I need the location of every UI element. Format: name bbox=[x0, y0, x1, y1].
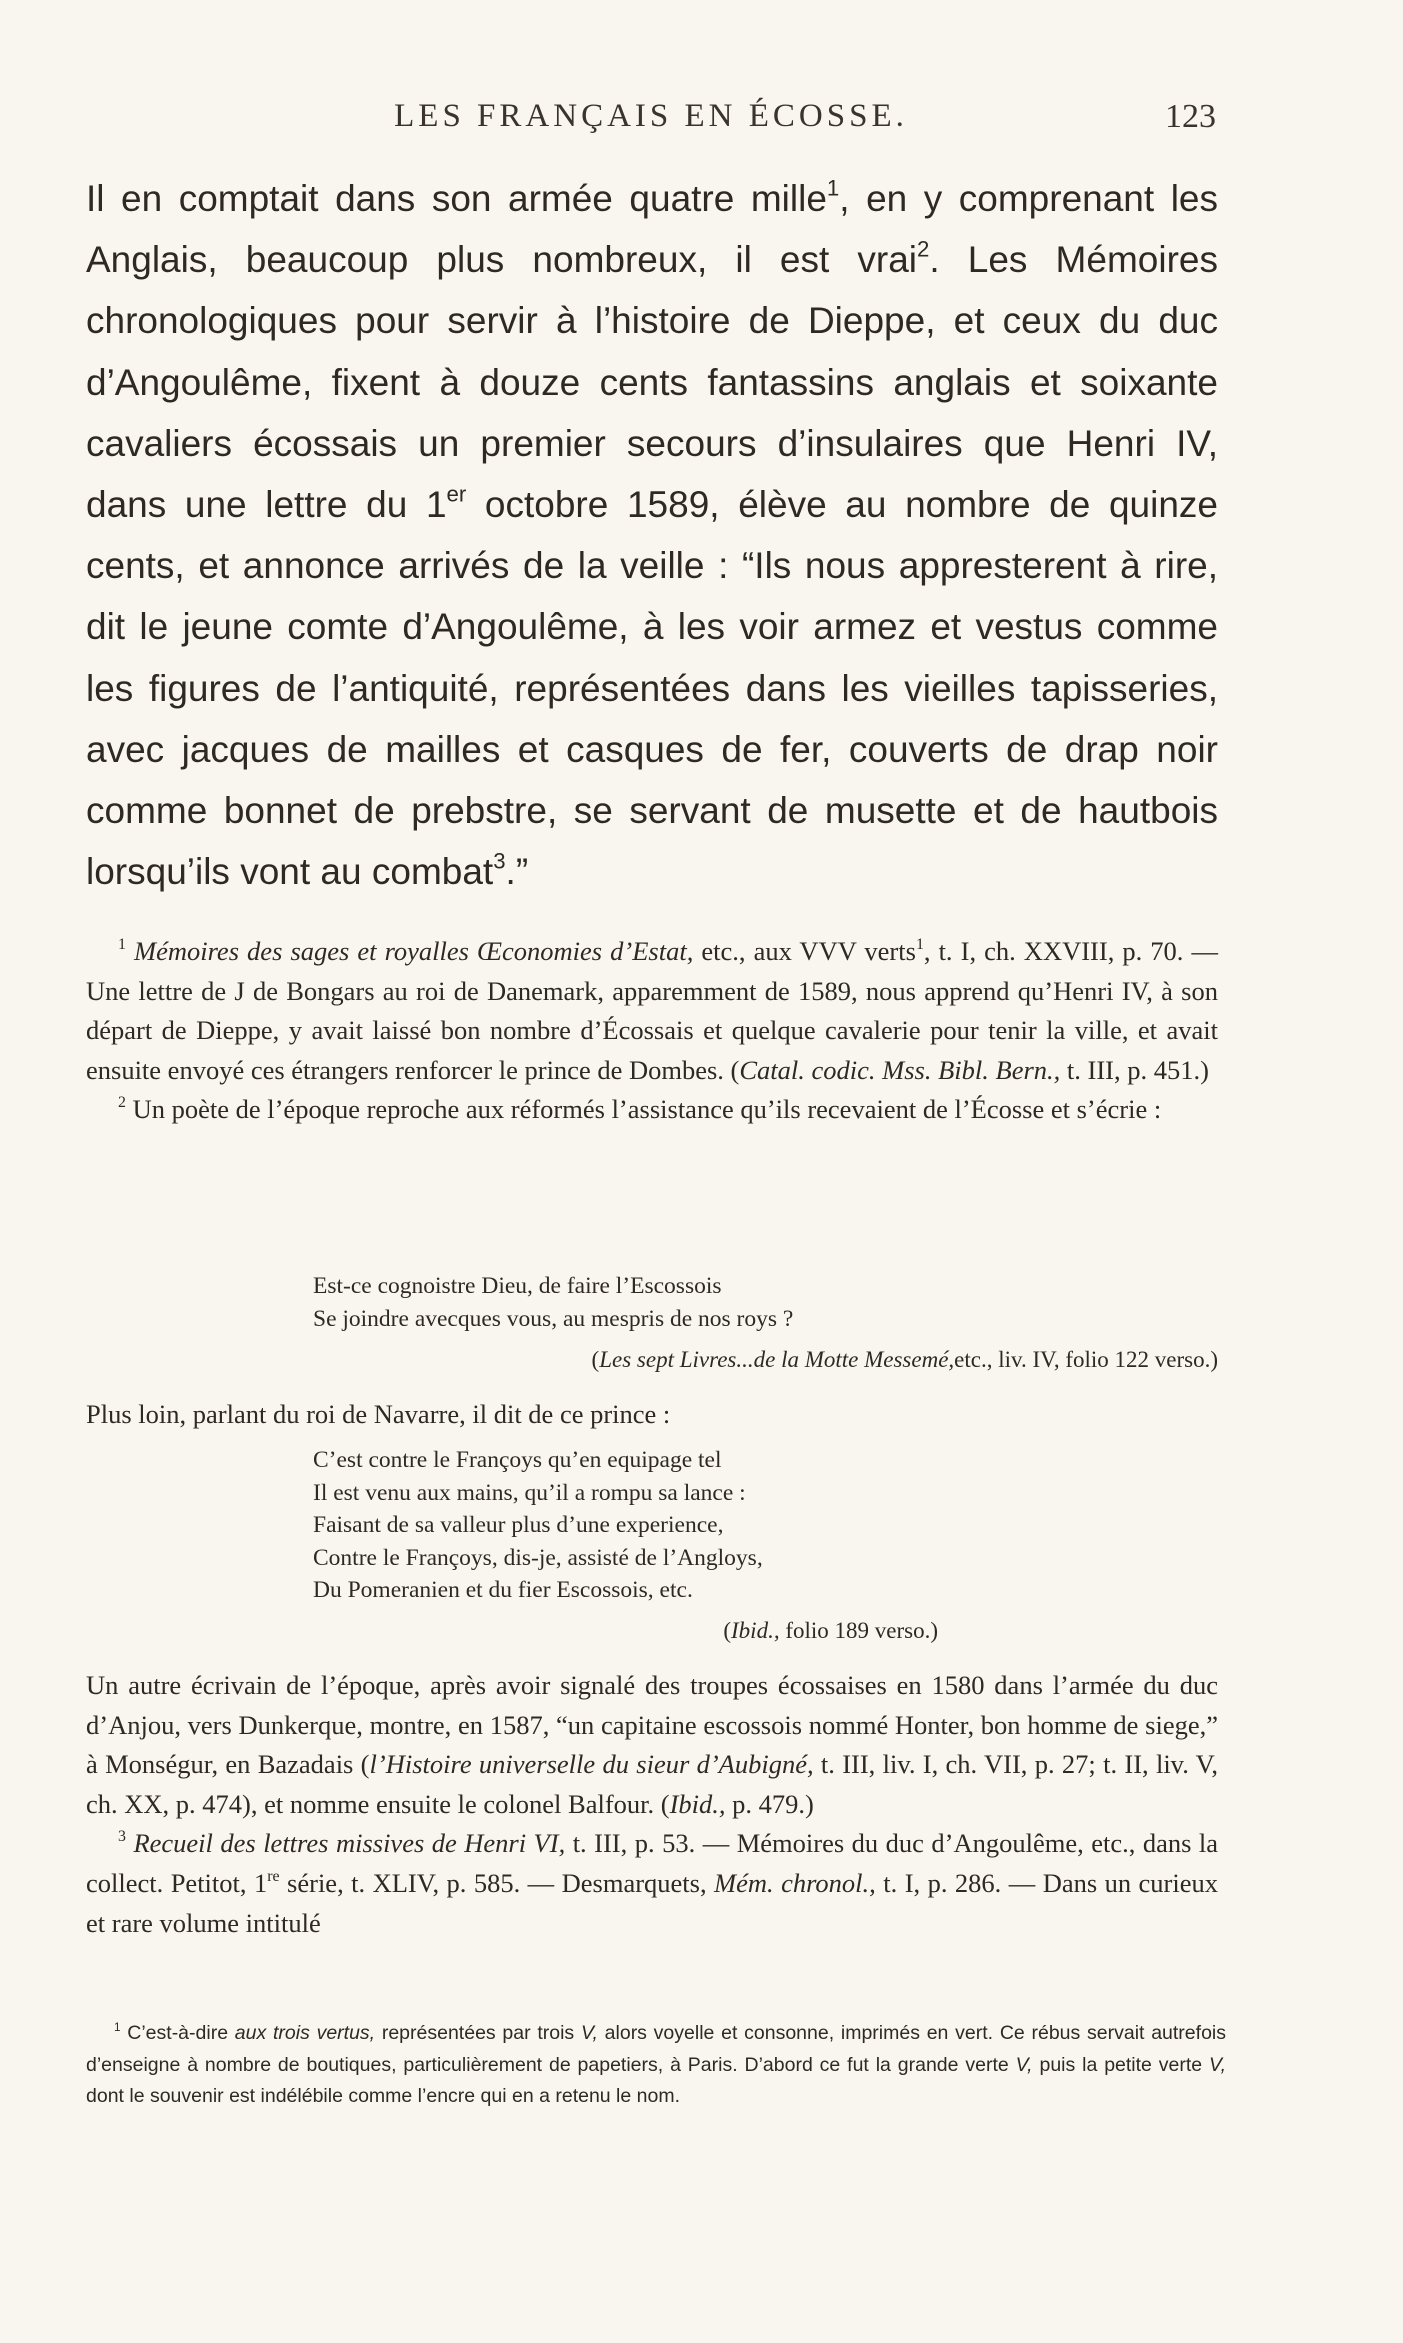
text-segment: .” bbox=[505, 851, 529, 893]
footnote-2-p2 bbox=[86, 1666, 1218, 1824]
footnote-mark: 2 bbox=[118, 1094, 126, 1112]
verse-line: C’est contre le Françoys qu’en equipage tel bbox=[313, 1447, 722, 1473]
text-segment: Il en comptait dans son armée quatre mille bbox=[86, 178, 827, 219]
footnote-ref: 2 bbox=[917, 236, 930, 262]
work-title: Mémoires des sages et royalles Œconomies d’Estat, bbox=[134, 936, 694, 966]
page-header bbox=[86, 98, 1216, 148]
footnote-3-text bbox=[86, 1824, 1218, 1943]
text-segment: octobre 1589, élève au nombre de quinze cents, et annonce arrivés de la veille : “Ils nous appresterent à rire, dit le jeune comte d’Angoulême, à les voir armez et vestus comme les figures de l’antiquité, représentées dans les vieilles tapisseries, avec jacques de mailles et casques de fer, couverts de drap noir comme bonnet de prebstre, se servant de musette et de hautbois lorsqu’ils vont au combat bbox=[86, 484, 1218, 893]
verse-quote-1 bbox=[313, 1270, 793, 1335]
text-segment: etc., aux VVV verts bbox=[693, 936, 916, 966]
ordinal-suffix: er bbox=[446, 481, 467, 507]
footnote-ref: 3 bbox=[493, 848, 506, 874]
work-title: Ibid., bbox=[731, 1618, 780, 1643]
footnote-mark: 1 bbox=[114, 2020, 121, 2034]
footnote-2-continued bbox=[86, 1395, 1218, 1435]
footnote-ref: 1 bbox=[915, 935, 924, 953]
verse-line: Il est venu aux mains, qu’il a rompu sa lance : bbox=[313, 1479, 746, 1506]
page-number: 123 bbox=[1165, 98, 1216, 135]
work-title: Catal. codic. Mss. Bibl. Bern., bbox=[739, 1054, 1061, 1085]
ordinal-suffix: re bbox=[267, 1867, 280, 1885]
text-segment: t. III, p. 53. — Mémoires du duc d’Angoulême, etc., dans la collect. Petitot, 1 bbox=[86, 1828, 1219, 1898]
text-segment: t. I, p. 286. — Dans un curieux et rare volume intitulé bbox=[86, 1867, 1219, 1938]
text-segment: Un poète de l’époque reproche aux réformés l’assistance qu’ils recevaient de l’Écosse et s’écrie : bbox=[132, 1094, 1162, 1125]
text-segment: etc., liv. IV, folio 122 verso.) bbox=[954, 1347, 1218, 1372]
footnote-2-text bbox=[86, 1090, 1218, 1130]
sub-footnote bbox=[86, 2018, 1226, 2113]
footnote-mark: 3 bbox=[118, 1828, 126, 1846]
text-segment: représentées par trois bbox=[375, 2022, 581, 2044]
work-title: Recueil des lettres missives de Henri VI, bbox=[133, 1828, 566, 1859]
text-segment: dont le souvenir est indélébile comme l’encre qui en a retenu le nom. bbox=[86, 2085, 681, 2107]
italic-phrase: aux trois vertus, bbox=[234, 2022, 376, 2044]
work-title: Mém. chronol., bbox=[714, 1867, 876, 1898]
verse-line: Faisant de sa valleur plus d’une experience, bbox=[313, 1512, 724, 1538]
text-segment: , t. I, ch. XXVIII, p. 70. — Une lettre de J de Bongars au roi de Danemark, apparemment de 1589, nous apprend qu’Henri IV, à son départ de Dieppe, y avait laissé bon nombre d’Écossais et quelque cavalerie pour tenir la ville, et avait ensuite envoyé ces étrangers renforcer le prince de Dombes. ( bbox=[86, 936, 1218, 1085]
text-segment: folio 189 verso.) bbox=[779, 1618, 938, 1643]
footnote-ref: 1 bbox=[826, 175, 840, 201]
verse-line: Du Pomeranien et du fier Escossois, etc. bbox=[313, 1577, 693, 1603]
work-title: Les sept Livres...de la Motte Messemé, bbox=[599, 1347, 955, 1372]
footnote-1-text bbox=[86, 932, 1218, 1090]
text-segment: ( bbox=[723, 1618, 732, 1643]
footnote-mark: 1 bbox=[118, 935, 126, 953]
footnote-1 bbox=[86, 932, 1218, 1130]
text-segment: , en y comprenant les Anglais, beaucoup plus nombreux, il est vrai bbox=[86, 178, 1218, 281]
verse-line: Contre le Françoys, dis-je, assisté de l’Angloys, bbox=[313, 1544, 763, 1571]
italic-letter: V, bbox=[1015, 2053, 1033, 2076]
main-text bbox=[86, 168, 1218, 902]
verse-citation-2 bbox=[723, 1618, 938, 1644]
italic-letter: V, bbox=[1209, 2053, 1226, 2076]
text-segment: C’est-à-dire bbox=[120, 2022, 235, 2044]
text-segment: p. 479.) bbox=[725, 1788, 814, 1819]
main-paragraph bbox=[86, 168, 1218, 902]
text-segment: ( bbox=[591, 1347, 600, 1372]
text-segment: t. III, p. 451.) bbox=[1060, 1054, 1209, 1085]
running-title: LES FRANÇAIS EN ÉCOSSE. bbox=[394, 98, 908, 134]
verse-line: Se joindre avecques vous, au mespris de nos roys ? bbox=[313, 1305, 794, 1332]
footnote-2-paragraph-2 bbox=[86, 1666, 1218, 1943]
sub-footnote-text bbox=[86, 2018, 1226, 2113]
text-segment: Un autre écrivain de l’époque, après avoir signalé des troupes écossaises en 1580 dans l’armée du duc d’Anjou, vers Dunkerque, montre, en 1587, “un capitaine escossois nommé Honter, bon homme de siege,” à Monségur, en Bazadais ( bbox=[86, 1670, 1218, 1780]
verse-quote-2 bbox=[313, 1444, 763, 1607]
text-segment: Plus loin, parlant du roi de Navarre, il dit de ce prince : bbox=[86, 1399, 671, 1429]
verse-citation-1 bbox=[592, 1347, 1218, 1373]
text-segment: t. III, liv. I, ch. VII, p. 27; t. II, liv. V, ch. XX, p. 474), et nomme ensuite le colonel Balfour. ( bbox=[86, 1749, 1219, 1819]
text-segment: . Les Mémoires chronologiques pour servir à l’histoire de Dieppe, et ceux du duc d’Angoulême, fixent à douze cents fantassins anglais et soixante cavaliers écossais un premier secours d’insulaires que Henri IV, dans une lettre du 1 bbox=[86, 239, 1218, 526]
text-segment: puis la petite verte bbox=[1032, 2053, 1210, 2076]
verse-line: Est-ce cognoistre Dieu, de faire l’Escossois bbox=[313, 1273, 722, 1299]
work-title: l’Histoire universelle du sieur d’Aubigné, bbox=[369, 1749, 814, 1780]
work-title: Ibid., bbox=[669, 1788, 726, 1819]
italic-letter: V, bbox=[580, 2022, 598, 2044]
text-segment: série, t. XLIV, p. 585. — Desmarquets, bbox=[279, 1867, 715, 1898]
text-segment: alors voyelle et consonne, imprimés en vert. Ce rébus servait autrefois d’enseigne à nombre de boutiques, particulièrement de papetiers, à Paris. D’abord ce fut la grande verte bbox=[86, 2022, 1226, 2076]
